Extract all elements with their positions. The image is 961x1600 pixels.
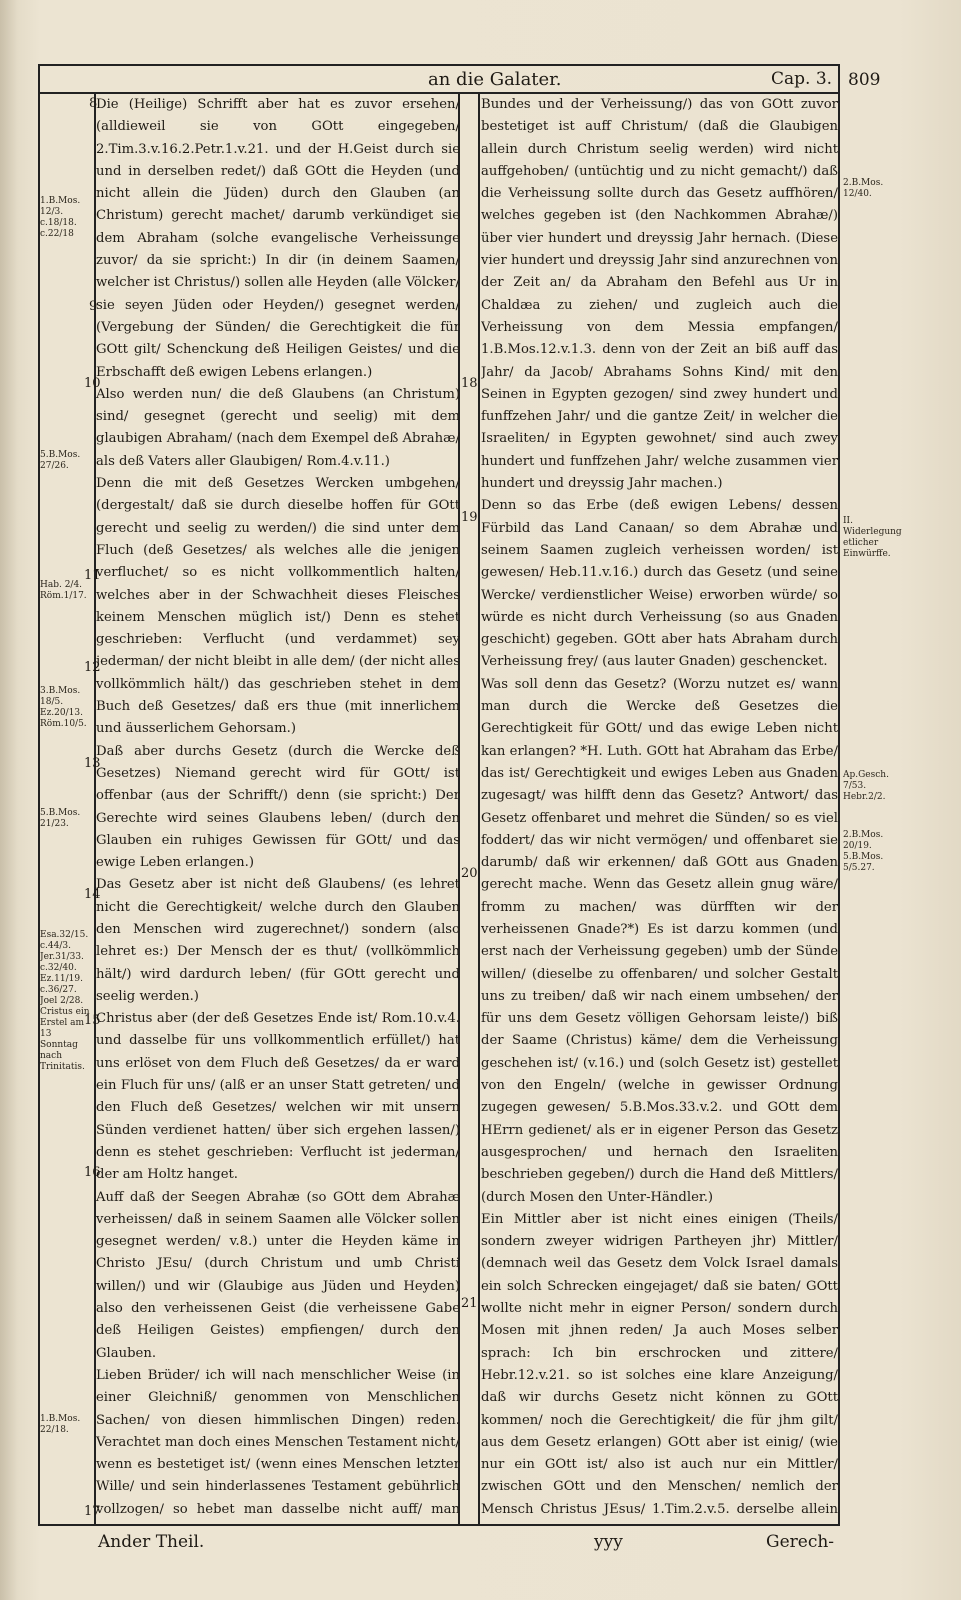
- right-text-column: [481, 94, 838, 1524]
- verse-number: 10: [84, 376, 101, 391]
- verse-number: 11: [84, 568, 101, 583]
- verse-number: 15: [84, 1013, 101, 1028]
- verse-number: 19: [461, 510, 478, 525]
- margin-reference: Ap.Gesch. 7/53. Hebr.2/2.: [843, 770, 889, 802]
- margin-reference: II. Widerlegung etlicher Einwürffe.: [843, 516, 902, 559]
- verse-number: 13: [84, 756, 101, 771]
- verse-text: Denn die mit deß Gesetzes Wercken umbgehen/ (dergestalt/ daß sie durch dieselbe hoffen für GOtt gerecht und seelig zu werden/) die sind unter dem Fluch (deß Gesetzes/ als welches alle die jenigen verfluchet/ so es nicht vollkommentlich halten/ welches aber in der Schwachheit dieses Fleisches keinem Menschen müglich ist/) Denn es stehet geschrieben: Verflucht (und verdammet) sey jederman/ der nicht bleibt in alle dem/ (der nicht alles vollkömmlich hält/) das geschrieben stehet in dem Buch deß Gesetzes/ daß ers thue (mit innerlichem und äusserlichem Gehorsam.): [96, 476, 460, 737]
- verse-text: Denn so das Erbe (deß ewigen Lebens/ dessen Fürbild das Land Canaan/ so dem Abrahæ und seinem Saamen zugleich verheissen worden/ ist gewesen/ Heb.11.v.16.) durch das Gesetz (und seine Wercke/ verdienstlicher Weise) erworben würde/ so würde es nicht durch Verheissung (so aus Gnaden geschicht) gegeben. GOtt aber hats Abraham durch Verheissung frey/ (aus lauter Gnaden) geschencket.: [481, 498, 838, 670]
- verse-number: 12: [84, 660, 101, 675]
- page-number: 809: [848, 70, 881, 90]
- margin-reference: 1.B.Mos. 12/3. c.18/18. c.22/18: [40, 196, 81, 239]
- verse-number: 17: [84, 1504, 101, 1519]
- verse-text: Lieben Brüder/ ich will nach menschlicher Weise (in einer Gleichniß/ genommen von Menschlichen Sachen/ von diesen himmlischen Dingen) reden. Verachtet man doch eines Menschen Testament nicht/ wenn es bestetiget ist/ (wenn eines Menschen letzter Wille/ und sein hinderlassenes Testament gebührlich vollzogen/ so hebet man dasselbe nicht auff/ man: [96, 1367, 460, 1517]
- verse-text: Auff daß der Seegen Abrahæ (so GOtt dem Abrahæ verheissen/ daß in seinem Saamen alle Völcker sollen gesegnet werden/ v.8.) unter die Heyden käme in Christo JEsu/ (durch Christum und umb Christi willen/) und wir (Glaubige aus Jüden und Heyden) also den verheissenen Geist (die verheissene Gabe deß Heiligen Geistes) empfiengen/ durch den Glauben.: [96, 1189, 460, 1361]
- margin-reference: 3.B.Mos. 18/5. Ez.20/13. Röm.10/5.: [40, 686, 87, 729]
- margin-reference: Esa.32/15. c.44/3. Jer.31/33. c.32/40. Ez.11/19. c.36/27. Joel 2/28. Cristus ein Erstel am 13 Sonntag nach Trinitatis.: [40, 930, 90, 1072]
- verse-text: Also werden nun/ die deß Glaubens (an Christum) sind/ gesegnet (gerecht und seelig) mit dem glaubigen Abraham/ (nach dem Exempel deß Abrahæ/ als deß Vaters aller Glaubigen/ Rom.4.v.11.): [96, 386, 460, 469]
- verse-text: Das Gesetz aber ist nicht deß Glaubens/ (es lehret nicht die Gerechtigkeit/ welche durch den Glauben den Menschen wird zugerechnet/) sondern (also lehret es:) Der Mensch der es thut/ (vollkömmlich hält/) wird dardurch leben/ (für GOtt gerecht und seelig werden.): [96, 877, 460, 1004]
- verse-number: 14: [84, 887, 101, 902]
- verse-number: 20: [461, 866, 478, 881]
- left-text-column: [96, 94, 460, 1524]
- verse-number: 16: [84, 1165, 101, 1180]
- margin-reference: 5.B.Mos. 27/26.: [40, 450, 81, 471]
- margin-reference: 2.B.Mos. 12/40.: [843, 178, 884, 199]
- margin-reference: 5.B.Mos. 21/23.: [40, 808, 81, 829]
- signature-mark: yyy: [594, 1532, 623, 1552]
- verse-text: Christus aber (der deß Gesetzes Ende ist/ Rom.10.v.4. und dasselbe für uns vollkommentlich erfüllet/) hat uns erlöset von dem Fluch deß Gesetzes/ da er ward ein Fluch für uns/ (alß er an unser Statt getreten/ und den Fluch deß Gesetzes/ welchen wir mit unsern Sünden verdienet hatten/ über sich ergehen lassen/) denn es stehet geschrieben: Verflucht ist jederman/ der am Holtz hanget.: [96, 1011, 460, 1183]
- verse-text: Ein Mittler aber ist nicht eines einigen (Theils/ sondern zweyer widrigen Partheyen jhr) Mittler/ (demnach weil das Gesetz dem Volck Israel damals ein solch Schrecken eingejaget/ daß sie baten/ GOtt wollte nicht mehr in eigner Person/ sondern durch Mosen mit jhnen reden/ Ja auch Moses selber sprach: Ich bin erschrocken und zittere/ Hebr.12.v.21. so ist solches eine klare Anzeigung/ daß wir durchs Gesetz nicht können zu GOtt kommen/ noch die Gerechtigkeit/ die für jhm gilt/ aus dem Gesetz erlangen) GOtt aber ist einig/ (wie nur ein GOtt ist/ also ist auch nur ein Mittler/ zwischen GOtt und den Menschen/ nemlich der Mensch Christus JEsus/ 1.Tim.2.v.5. derselbe allein: [481, 1211, 838, 1517]
- margin-reference: Hab. 2/4. Röm.1/17.: [40, 580, 87, 601]
- chapter-label: Cap. 3.: [771, 69, 833, 89]
- verse-text: Daß aber durchs Gesetz (durch die Wercke deß Gesetzes) Niemand gerecht wird für GOtt/ ist offenbar (aus der Schrifft/) denn (sie spricht:) Der Gerechte wird seines Glaubens leben/ (durch den Glauben ein ruhiges Gewissen für GOtt/ und das ewige Leben erlangen.): [96, 743, 460, 871]
- center-rule-right: [478, 94, 480, 1524]
- footer-part-label: Ander Theil.: [98, 1532, 205, 1552]
- verse-number: 8: [89, 96, 98, 111]
- running-title: an die Galater.: [428, 69, 562, 90]
- margin-reference: 2.B.Mos. 20/19. 5.B.Mos. 5/5.27.: [843, 830, 884, 873]
- verse-text: Die (Heilige) Schrifft aber hat es zuvor ersehen/ (alldieweil sie von GOtt eingegeben/ 2.Tim.3.v.16.2.Petr.1.v.21. und der H.Geist durch sie und in derselben redet/) daß GOtt die Heyden (und nicht allein die Jüden) durch den Glauben (an Christum) gerecht machet/ darumb verkündiget sie dem Abraham (solche evangelische Verheissunge zuvor/ da sie spricht:) In dir (in deinem Saamen/ welcher ist Christus/) sollen alle Heyden (alle Völcker/ sie seyen Jüden oder Heyden/) gesegnet werden/ (Vergebung der Sünden/ die Gerechtigkeit die für GOtt gilt/ Schenckung deß Heiligen Geistes/ und die Erbschafft deß ewigen Lebens erlangen.): [96, 97, 460, 380]
- verse-number: 21: [461, 1296, 478, 1311]
- margin-reference: 1.B.Mos. 22/18.: [40, 1414, 81, 1435]
- verse-number: 9: [89, 299, 98, 314]
- catchword: Gerech-: [766, 1532, 835, 1552]
- verse-text: Bundes und der Verheissung/) das von GOtt zuvor bestetiget ist auff Christum/ (daß die Glaubigen allein durch Christum seelig werden) wird nicht auffgehoben/ (untüchtig und zu nicht gemacht/) daß die Verheissung sollte durch das Gesetz auffhören/ welches gegeben ist (den Nachkommen Abrahæ/) über vier hundert und dreyssig Jahr hernach. (Diese vier hundert und dreyssig Jahr sind anzurechnen von der Zeit an/ da Abraham den Befehl aus Ur in Chaldæa zu ziehen/ und zugleich auch die Verheissung von dem Messia empfangen/ 1.B.Mos.12.v.1.3. denn von der Zeit an biß auff das Jahr/ da Jacob/ Abrahams Sohns Kind/ mit den Seinen in Egypten gezogen/ sind zwey hundert und funffzehen Jahr/ und die gantze Zeit/ in welcher die Israeliten/ in Egypten gewohnet/ sind auch zwey hundert und funffzehen Jahr/ welche zusammen vier hundert und dreyssig Jahr machen.): [481, 97, 838, 492]
- verse-text: Was soll denn das Gesetz? (Worzu nutzet es/ wann man durch die Wercke deß Gesetzes die Gerechtigkeit für GOtt/ und das ewige Leben nicht kan erlangen? *H. Luth. GOtt hat Abraham das Erbe/ das ist/ Gerechtigkeit und ewiges Leben aus Gnaden zugesagt/ was hilfft denn das Gesetz? Antwort/ das Gesetz offenbaret und mehret die Sünden/ so es viel foddert/ das wir nicht vermögen/ und offenbaret sie darumb/ daß wir erkennen/ daß GOtt aus Gnaden gerecht mache. Wenn das Gesetz allein gnug wäre/ fromm zu machen/ was dürfften wir der verheissenen Gnade?*) Es ist darzu kommen (und erst nach der Verheissung gegeben) umb der Sünde willen/ (dieselbe zu offenbaren/ und solcher Gestalt uns zu treiben/ daß wir nach einem umbsehen/ der für uns dem Gesetz völligen Gehorsam leiste/) biß der Saame (Christus) käme/ dem die Verheissung geschehen ist/ (v.16.) und (solch Gesetz ist) gestellet von den Engeln/ (welche in gewisser Ordnung zugegen gewesen/ 5.B.Mos.33.v.2. und GOtt dem HErrn gedienet/ als er in eigener Person das Gesetz ausgesprochen/ und hernach den Israeliten beschrieben gegeben/) durch die Hand deß Mittlers/ (durch Mosen den Unter-Händler.): [481, 676, 838, 1205]
- verse-number: 18: [461, 376, 478, 391]
